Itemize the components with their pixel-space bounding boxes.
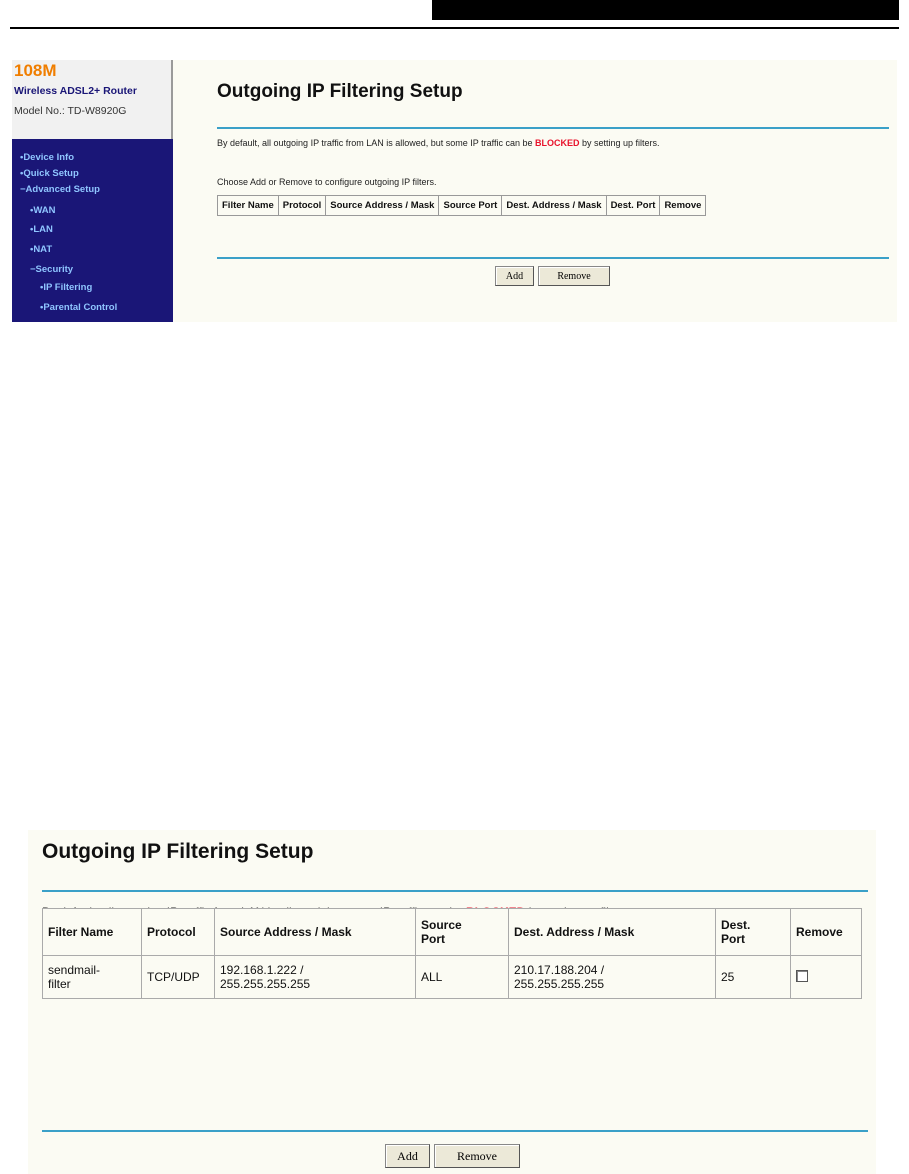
cell-protocol: TCP/UDP — [142, 956, 215, 999]
header-protocol: Protocol — [278, 196, 326, 216]
remove-button[interactable]: Remove — [434, 1144, 520, 1168]
cell-remove — [791, 956, 862, 999]
header-source-port: Source Port — [416, 909, 509, 956]
add-button[interactable]: Add — [495, 266, 534, 286]
header-filter-name: Filter Name — [218, 196, 279, 216]
remove-button[interactable]: Remove — [538, 266, 610, 286]
header-remove: Remove — [660, 196, 706, 216]
sidebar-item-device-info[interactable]: •Device Info — [20, 152, 75, 163]
cell-dest-port: 25 — [716, 956, 791, 999]
main-content — [173, 60, 897, 322]
header-source-address: Source Address / Mask — [215, 909, 416, 956]
intro-text: By default, all outgoing IP traffic from LAN is allowed, but some IP traffic can be BLOCKED by setting up filters. — [217, 138, 660, 148]
header-rule — [10, 27, 899, 29]
screenshot-empty-filter-list — [12, 60, 897, 322]
divider — [217, 127, 889, 129]
cell-source-port: ALL — [416, 956, 509, 999]
screenshot-filter-list-with-entry — [28, 830, 876, 1174]
table-header-row — [218, 196, 706, 216]
brand-model: Model No.: TD-W8920G — [14, 105, 127, 117]
filter-table — [217, 195, 706, 216]
page-title: Outgoing IP Filtering Setup — [217, 81, 463, 102]
sidebar-item-advanced-setup[interactable]: −Advanced Setup — [20, 184, 100, 195]
cell-filter-name: sendmail- filter — [43, 956, 142, 999]
header-dest-address: Dest. Address / Mask — [502, 196, 606, 216]
header-filter-name: Filter Name — [43, 909, 142, 956]
header-bar — [432, 0, 899, 20]
filter-table — [42, 908, 862, 999]
sidebar-item-lan[interactable]: •LAN — [30, 224, 53, 235]
table-row — [43, 956, 862, 999]
header-dest-port: Dest. Port — [606, 196, 660, 216]
add-button[interactable]: Add — [385, 1144, 430, 1168]
page-title: Outgoing IP Filtering Setup — [42, 840, 314, 863]
remove-checkbox[interactable] — [796, 970, 808, 982]
divider — [42, 1130, 868, 1132]
instruction-text: Choose Add or Remove to configure outgoing IP filters. — [217, 177, 437, 187]
sidebar-item-ip-filtering[interactable]: •IP Filtering — [40, 282, 93, 293]
header-dest-address: Dest. Address / Mask — [509, 909, 716, 956]
header-protocol: Protocol — [142, 909, 215, 956]
sidebar-item-quick-setup[interactable]: •Quick Setup — [20, 168, 79, 179]
sidebar-item-nat[interactable]: •NAT — [30, 244, 53, 255]
cell-source-address: 192.168.1.222 / 255.255.255.255 — [215, 956, 416, 999]
header-dest-port: Dest. Port — [716, 909, 791, 956]
header-remove: Remove — [791, 909, 862, 956]
brand-speed: 108M — [14, 61, 57, 80]
blocked-label: BLOCKED — [535, 138, 580, 148]
brand-panel — [12, 60, 173, 139]
cell-dest-address: 210.17.188.204 / 255.255.255.255 — [509, 956, 716, 999]
header-source-port: Source Port — [439, 196, 502, 216]
table-header-row — [43, 909, 862, 956]
sidebar-item-parental-control[interactable]: •Parental Control — [40, 302, 118, 313]
sidebar-item-security[interactable]: −Security — [30, 264, 74, 275]
divider — [217, 257, 889, 259]
sidebar — [12, 60, 173, 322]
divider — [42, 890, 868, 892]
brand-product: Wireless ADSL2+ Router — [14, 85, 137, 97]
header-source-address: Source Address / Mask — [326, 196, 439, 216]
sidebar-item-wan[interactable]: •WAN — [30, 205, 56, 216]
